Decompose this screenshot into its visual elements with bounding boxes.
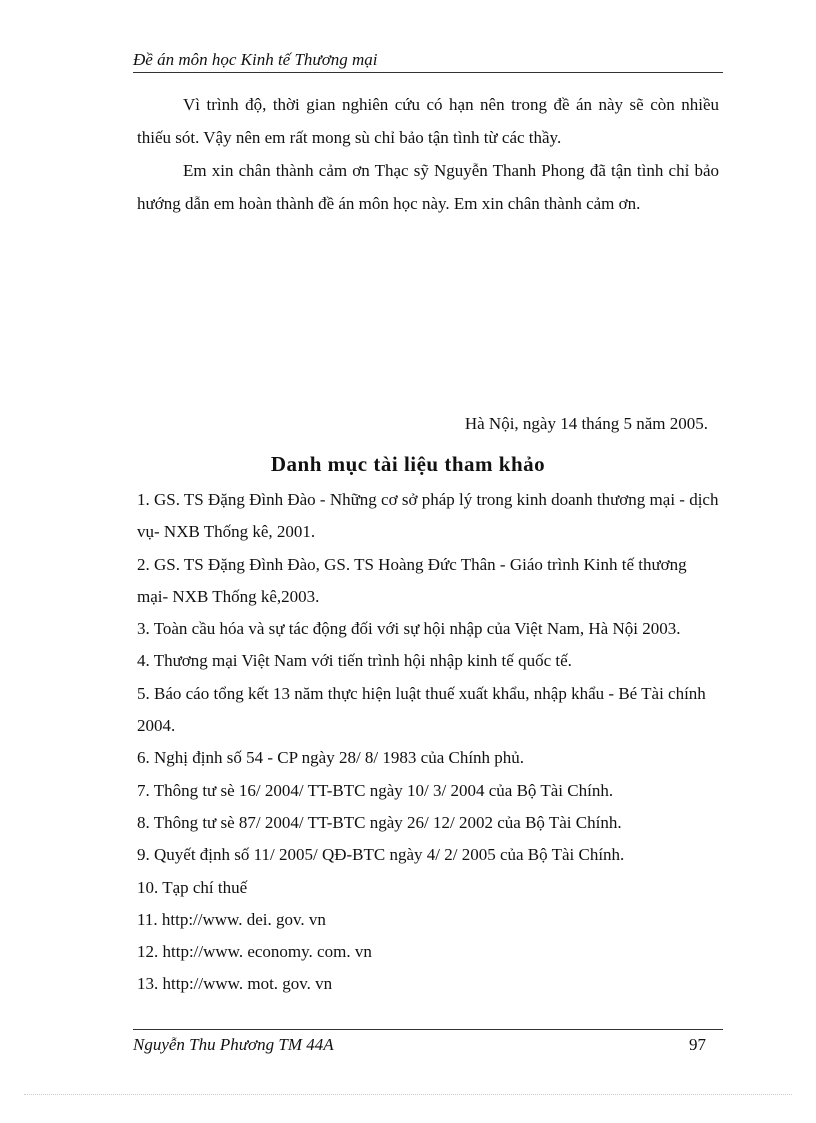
footer-author: Nguyễn Thu Phương TM 44A (133, 1035, 334, 1054)
running-header: Đề án môn học Kinh tế Thương mại (133, 50, 378, 69)
body-paragraph: Em xin chân thành cảm ơn Thạc sỹ Nguyễn Thanh Phong đã tận tình chỉ bảo hướng dẫn em hoàn thành đề án môn học này. Em xin chân thành cảm ơn. (137, 161, 719, 213)
reference-item: 3. Toàn cầu hóa và sự tác động đối với sự hội nhập của Việt Nam, Hà Nội 2003. (137, 619, 681, 639)
reference-item: 8. Thông tư sè 87/ 2004/ TT-BTC ngày 26/ 12/ 2002 của Bộ Tài Chính. (137, 812, 622, 832)
reference-item: 9. Quyết định số 11/ 2005/ QĐ-BTC ngày 4/ 2/ 2005 của Bộ Tài Chính. (137, 845, 625, 865)
footer-rule (133, 1029, 723, 1030)
reference-link: 13. http://www. mot. gov. vn (137, 974, 333, 994)
reference-item: 10. Tạp chí thuế (137, 877, 248, 897)
reference-item: 1. GS. TS Đặng Đình Đào - Những cơ sở pháp lý trong kinh doanh thương mại - dịch vụ- NXB Thống kê, 2001. (137, 490, 719, 542)
page-number: 97 (689, 1035, 706, 1054)
reference-item: 6. Nghị định số 54 - CP ngày 28/ 8/ 1983 của Chính phủ. (137, 748, 525, 768)
page-bottom-edge (24, 1094, 792, 1095)
reference-item: 4. Thương mại Việt Nam với tiến trình hội nhập kinh tế quốc tế. (137, 651, 572, 671)
reference-item: 5. Báo cáo tổng kết 13 năm thực hiện luật thuế xuất khẩu, nhập khẩu - Bé Tài chính 2004. (137, 683, 706, 736)
reference-link: 12. http://www. economy. com. vn (137, 942, 372, 962)
references-list (137, 484, 721, 1001)
reference-item: 2. GS. TS Đặng Đình Đào, GS. TS Hoàng Đức Thân - Giáo trình Kinh tế thương mại- NXB Thống kê,2003. (137, 554, 687, 606)
body-paragraph: Vì trình độ, thời gian nghiên cứu có hạn nên trong đề án này sẽ còn nhiều thiếu sót. Vậy nên em rất mong sù chỉ bảo tận tình từ các thầy. (137, 95, 719, 147)
date-line: Hà Nội, ngày 14 tháng 5 năm 2005. (464, 414, 708, 433)
reference-item: 7. Thông tư sè 16/ 2004/ TT-BTC ngày 10/ 3/ 2004 của Bộ Tài Chính. (137, 780, 614, 800)
references-title: Danh mục tài liệu tham khảo (270, 452, 546, 476)
header-rule (133, 72, 723, 73)
reference-link: 11. http://www. dei. gov. vn (137, 909, 326, 929)
